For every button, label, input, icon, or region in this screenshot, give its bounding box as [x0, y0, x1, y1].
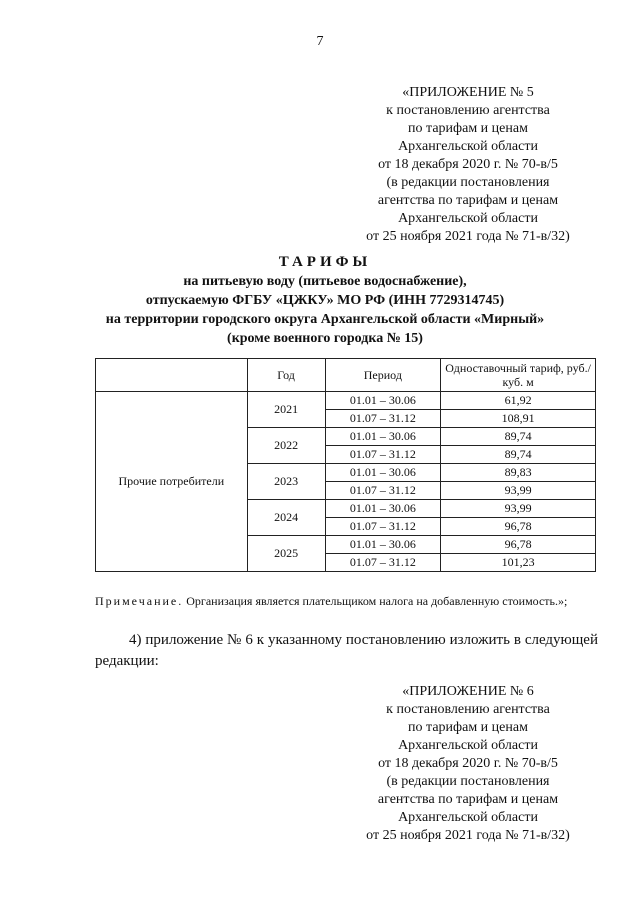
appendix-line: Архангельской области	[398, 738, 538, 753]
year-cell: 2022	[247, 428, 325, 464]
header-category	[96, 359, 248, 392]
tariff-cell: 89,83	[441, 464, 596, 482]
appendix-line: к постановлению агентства	[386, 702, 550, 717]
period-cell: 01.07 – 31.12	[325, 518, 441, 536]
appendix-line: от 25 ноября 2021 года № 71-в/32)	[366, 828, 570, 843]
appendix-line: «ПРИЛОЖЕНИЕ № 6	[402, 684, 534, 699]
category-cell: Прочие потребители	[96, 392, 248, 572]
header-period: Период	[325, 359, 441, 392]
period-cell: 01.07 – 31.12	[325, 410, 441, 428]
page-number: 7	[316, 34, 324, 49]
tariff-cell: 61,92	[441, 392, 596, 410]
note-text: Организация является плательщиком налога на добавленную стоимость.»;	[186, 594, 568, 608]
table-note	[95, 593, 596, 609]
tariff-cell: 96,78	[441, 536, 596, 554]
paragraph-text: 4) приложение № 6 к указанному постановлению изложить в следующей редакции:	[95, 632, 598, 669]
tariff-table	[95, 358, 596, 572]
note-label: Примечание.	[95, 594, 184, 608]
appendix-line: по тарифам и ценам	[408, 121, 528, 136]
body-paragraph	[95, 630, 598, 672]
period-cell: 01.01 – 30.06	[325, 428, 441, 446]
appendix-line: «ПРИЛОЖЕНИЕ № 5	[402, 85, 534, 100]
year-cell: 2021	[247, 392, 325, 428]
table-header-row	[96, 359, 596, 392]
title-heading: ТАРИФЫ	[278, 254, 372, 270]
tariff-cell: 108,91	[441, 410, 596, 428]
period-cell: 01.07 – 31.12	[325, 482, 441, 500]
period-cell: 01.01 – 30.06	[325, 392, 441, 410]
appendix-line: от 18 декабря 2020 г. № 70-в/5	[378, 756, 558, 771]
appendix-line: (в редакции постановления	[386, 175, 550, 190]
appendix-line: агентства по тарифам и ценам	[377, 193, 559, 208]
title-line: на территории городского округа Архангельской области «Мирный»	[105, 312, 545, 327]
table-row	[96, 392, 596, 410]
appendix-line: по тарифам и ценам	[408, 720, 528, 735]
header-tariff: Одноставочный тариф, руб./куб. м	[441, 359, 596, 392]
year-cell: 2024	[247, 500, 325, 536]
appendix-line: от 18 декабря 2020 г. № 70-в/5	[378, 157, 558, 172]
period-cell: 01.01 – 30.06	[325, 464, 441, 482]
tariff-cell: 89,74	[441, 428, 596, 446]
appendix-line: агентства по тарифам и ценам	[377, 792, 559, 807]
tariff-cell: 93,99	[441, 482, 596, 500]
header-year: Год	[247, 359, 325, 392]
title-line: (кроме военного городка № 15)	[227, 331, 423, 346]
appendix-line: Архангельской области	[398, 139, 538, 154]
period-cell: 01.01 – 30.06	[325, 500, 441, 518]
period-cell: 01.07 – 31.12	[325, 554, 441, 572]
appendix-line: к постановлению агентства	[386, 103, 550, 118]
period-cell: 01.07 – 31.12	[325, 446, 441, 464]
tariff-cell: 101,23	[441, 554, 596, 572]
appendix-line: Архангельской области	[398, 211, 538, 226]
year-cell: 2023	[247, 464, 325, 500]
appendix-line: Архангельской области	[398, 810, 538, 825]
appendix-5-header	[348, 84, 588, 246]
appendix-line: (в редакции постановления	[386, 774, 550, 789]
appendix-line: от 25 ноября 2021 года № 71-в/32)	[366, 229, 570, 244]
appendix-6-header	[348, 683, 588, 845]
year-cell: 2025	[247, 536, 325, 572]
title-line: отпускаемую ФГБУ «ЦЖКУ» МО РФ (ИНН 7729314745)	[145, 293, 505, 308]
tariff-cell: 93,99	[441, 500, 596, 518]
tariff-title	[90, 253, 560, 348]
period-cell: 01.01 – 30.06	[325, 536, 441, 554]
tariff-cell: 96,78	[441, 518, 596, 536]
tariff-cell: 89,74	[441, 446, 596, 464]
title-line: на питьевую воду (питьевое водоснабжение),	[183, 274, 467, 289]
